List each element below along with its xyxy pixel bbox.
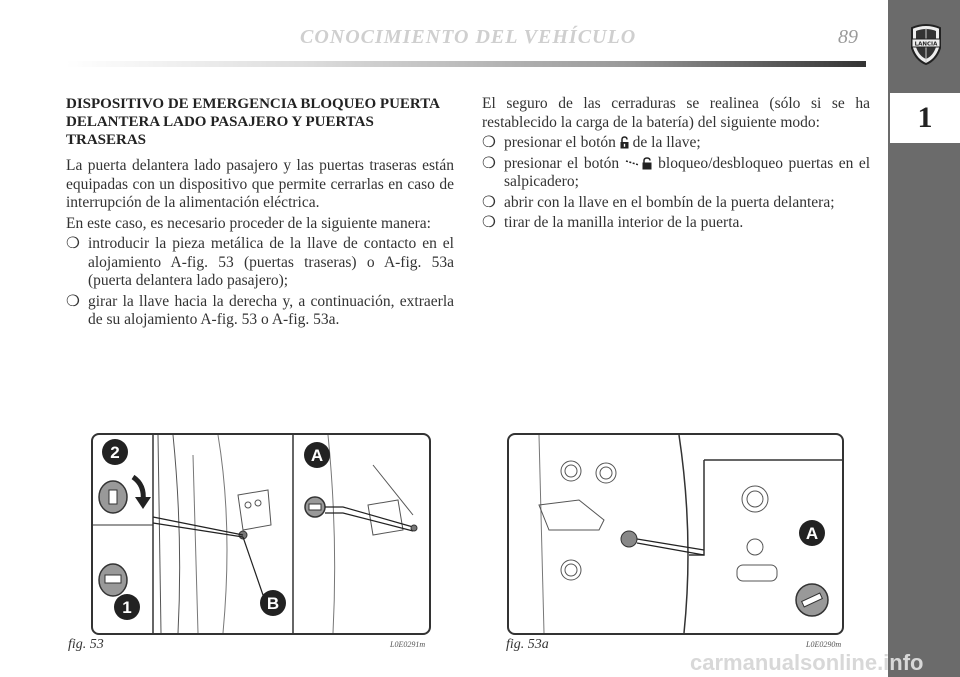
figure-53 bbox=[91, 433, 431, 635]
list-item-text: presionar el botón bbox=[504, 134, 616, 151]
list-item-text: de la llave; bbox=[632, 134, 701, 151]
paragraph: El seguro de las cerraduras se realinea (sólo si se ha restablecido la carga de la batería) del siguiente modo: bbox=[482, 95, 870, 131]
step-list bbox=[482, 134, 870, 233]
list-item-text: presionar el botón bbox=[504, 154, 620, 172]
list-item bbox=[66, 235, 454, 291]
callout-b bbox=[260, 590, 286, 616]
right-column bbox=[482, 95, 870, 235]
door-lock-illustration bbox=[93, 435, 429, 633]
figure-code: L0E0291m bbox=[390, 640, 426, 649]
section-heading: DISPOSITIVO DE EMERGENCIA BLOQUEO PUERTA DELANTERA LADO PASAJERO Y PUERTAS TRASERAS bbox=[66, 96, 440, 148]
figure-caption: fig. 53 bbox=[68, 637, 104, 652]
left-column bbox=[66, 95, 454, 332]
bullet-icon: ❍ bbox=[482, 154, 496, 172]
bullet-icon: ❍ bbox=[482, 214, 496, 231]
figure-53a bbox=[507, 433, 844, 635]
callout-a bbox=[304, 442, 330, 468]
list-item bbox=[482, 214, 870, 233]
list-item-text: tirar de la manilla interior de la puerta. bbox=[504, 214, 744, 231]
list-item bbox=[482, 134, 870, 153]
logo-text: LANCIA bbox=[914, 41, 938, 48]
lancia-logo-icon bbox=[906, 22, 946, 66]
list-item bbox=[66, 293, 454, 330]
padlock-icon bbox=[620, 136, 629, 149]
list-item bbox=[482, 155, 870, 192]
page-number: 89 bbox=[838, 26, 858, 48]
header-rule bbox=[66, 61, 866, 67]
bullet-icon: ❍ bbox=[482, 134, 496, 151]
section-title: CONOCIMIENTO DEL VEHÍCULO bbox=[300, 26, 637, 48]
bullet-icon: ❍ bbox=[482, 193, 496, 211]
list-item-text: bloqueo/desbloqueo puertas en el salpicadero; bbox=[504, 154, 871, 190]
list-item-text: abrir con la llave en el bombín de la puerta delantera; bbox=[504, 193, 835, 211]
front-door-lock-illustration bbox=[509, 435, 842, 633]
watermark: carmanualsonline.info bbox=[690, 650, 924, 675]
figure-caption: fig. 53a bbox=[506, 637, 549, 652]
list-item-text: girar la llave hacia la derecha y, a continuación, extraerla de su alojamiento A-fig. 53 o A-fig. 53a. bbox=[88, 292, 454, 328]
list-item-text: introducir la pieza metálica de la llave de contacto en el alojamiento A-fig. 53 (puertas traseras) o A-fig. 53a (puerta delantera lado pasajero); bbox=[88, 235, 454, 289]
paragraph: En este caso, es necesario proceder de la siguiente manera: bbox=[66, 214, 431, 232]
svg-text:A: A bbox=[310, 446, 324, 465]
step-list bbox=[66, 235, 454, 330]
bullet-icon: ❍ bbox=[66, 235, 80, 252]
callout-1 bbox=[114, 594, 140, 620]
svg-text:B: B bbox=[266, 594, 280, 613]
chapter-number: 1 bbox=[890, 93, 960, 143]
bullet-icon: ❍ bbox=[66, 292, 80, 310]
svg-text:A: A bbox=[805, 524, 819, 543]
figure-code: L0E0290m bbox=[806, 640, 842, 649]
svg-text:2: 2 bbox=[110, 443, 120, 462]
door-lock-icon bbox=[625, 157, 653, 170]
svg-text:1: 1 bbox=[122, 598, 132, 617]
list-item bbox=[482, 194, 870, 213]
callout-a bbox=[799, 520, 825, 546]
paragraph: La puerta delantera lado pasajero y las puertas traseras están equipadas con un dispositivo que permite cerrarlas en caso de interrupción de la alimentación eléctrica. bbox=[66, 157, 454, 211]
callout-2 bbox=[102, 439, 128, 465]
